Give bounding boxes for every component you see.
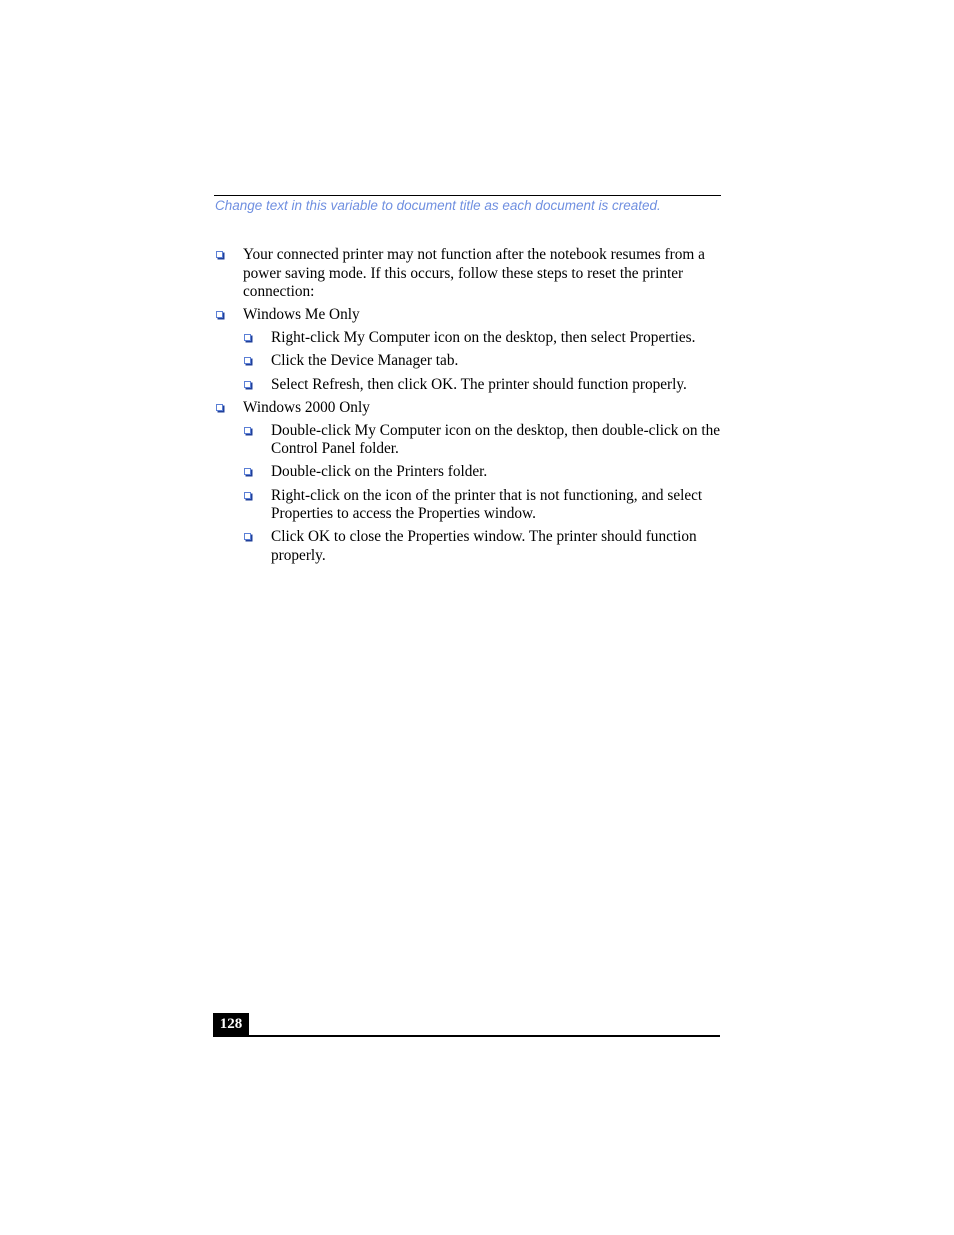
page-number: 128 (213, 1013, 249, 1036)
checkbox-bullet-icon (216, 251, 223, 258)
list-item (214, 399, 721, 418)
checkbox-bullet-icon (244, 381, 251, 388)
document-title: Change text in this variable to document title as each document is created. (215, 198, 661, 213)
footer-rule (213, 1035, 720, 1037)
checkbox-bullet-icon (244, 334, 251, 341)
checkbox-bullet-icon (244, 468, 251, 475)
list-item (214, 306, 721, 325)
list-item-text: Right-click My Computer icon on the desktop, then select Properties. (271, 329, 696, 347)
instruction-list (214, 246, 721, 570)
checkbox-bullet-icon (244, 357, 251, 364)
list-item-text: Your connected printer may not function after the notebook resumes from a power saving mode. If this occurs, follow these steps to reset the printer connection: (243, 246, 705, 301)
checkbox-bullet-icon (244, 427, 251, 434)
checkbox-bullet-icon (244, 533, 251, 540)
list-item-text: Select Refresh, then click OK. The printer should function properly. (271, 375, 687, 393)
list-item (214, 376, 721, 395)
list-item (214, 528, 721, 565)
checkbox-bullet-icon (244, 492, 251, 499)
list-item-text: Right-click on the icon of the printer that is not functioning, and select Properties to access the Properties window. (271, 486, 703, 523)
list-item (214, 487, 721, 524)
checkbox-bullet-icon (216, 404, 223, 411)
list-item (214, 352, 721, 371)
section-heading-windows-me: Windows Me Only (243, 306, 360, 324)
list-item (214, 422, 721, 459)
section-heading-windows-2000: Windows 2000 Only (243, 398, 370, 416)
list-item-text: Click OK to close the Properties window. The printer should function properly. (271, 528, 697, 564)
list-item (214, 246, 721, 302)
checkbox-bullet-icon (216, 311, 223, 318)
list-item (214, 463, 721, 482)
list-item-text: Double-click My Computer icon on the desktop, then double-click on the Control Panel folder. (271, 421, 721, 458)
list-item-text: Click the Device Manager tab. (271, 352, 459, 370)
list-item (214, 329, 721, 348)
list-item-text: Double-click on the Printers folder. (271, 463, 488, 481)
header-rule (214, 195, 721, 196)
